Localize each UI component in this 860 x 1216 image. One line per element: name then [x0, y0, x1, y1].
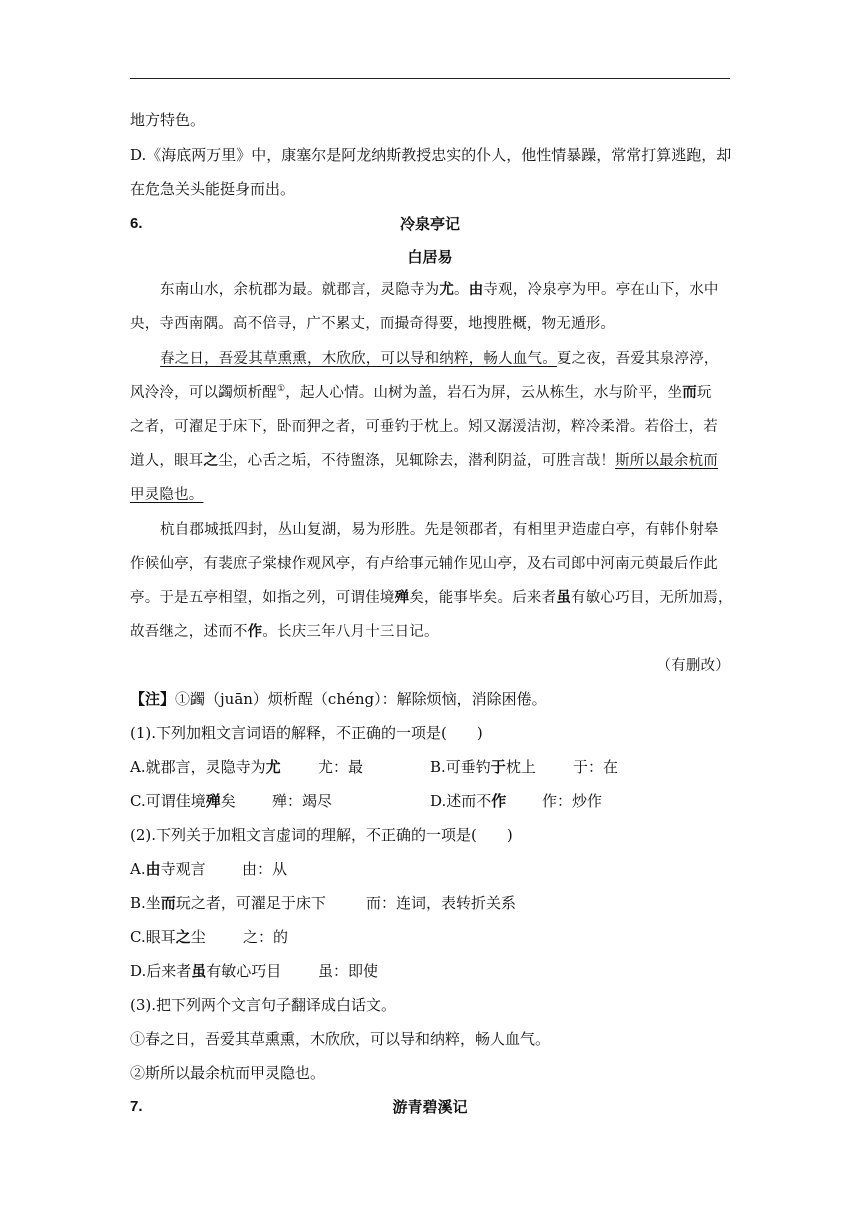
- annotation: 【注】①蠲（juān）烦析酲（chéng）：解除烦恼，消除困倦。: [130, 690, 547, 708]
- translation-sentence-2: ②斯所以最余杭而甲灵隐也。: [130, 1064, 326, 1082]
- subquestion-2-stem: (2).下列关于加粗文言虚词的理解，不正确的一项是( ): [130, 826, 513, 844]
- passage-line: 甲灵隐也。: [130, 487, 204, 503]
- passage-line: 风泠泠，可以蠲烦析酲①，起人心情。山树为盖，岩石为屏，云从栋生，水与阶平，坐而玩: [130, 384, 712, 401]
- passage-line: 道人，眼耳之尘，心舌之垢，不待盥涤，见辄除去，潜利阴益，可胜言哉！斯所以最余杭而: [130, 452, 719, 469]
- translation-sentence-1: ①春之日，吾爱其草熏熏，木欣欣，可以导和纳粹，畅人血气。: [130, 1030, 551, 1048]
- option-d: D.述而不作: [430, 792, 507, 810]
- option-b: B.可垂钓于枕上: [430, 758, 536, 776]
- footnote-marker: ①: [277, 384, 286, 395]
- passage-title: 游青碧溪记: [392, 1098, 468, 1116]
- option-c: C.眼耳之尘: [130, 928, 206, 946]
- option-a-gloss: 由：从: [242, 860, 288, 878]
- option-b-gloss: 于：在: [573, 758, 619, 776]
- question-number: 6.: [130, 215, 143, 232]
- header-rule: [130, 78, 730, 79]
- passage-line: 亭。于是五亭相望，如指之列，可谓佳境殚矣，能事毕矣。后来者虽有敏心巧目，无所加焉，: [130, 589, 733, 606]
- option-c: C.可谓佳境殚矣: [130, 792, 236, 810]
- option-b-gloss: 而：连词，表转折关系: [366, 894, 517, 912]
- passage-line: 央，寺西南隅。高不倍寻，广不累丈，而撮奇得要，地搜胜概，物无遁形。: [130, 316, 616, 332]
- option-b: B.坐而玩之者，可濯足于床下: [130, 894, 326, 912]
- passage-line: 之者，可濯足于床下，卧而狎之者，可垂钓于枕上。矧又潺湲洁沏，粹冷柔滑。若俗士，若: [130, 419, 718, 435]
- passage-title: 冷泉亭记: [399, 215, 460, 233]
- option-d-gloss: 虽：即使: [318, 962, 379, 980]
- passage-line: 作候仙亭，有裴庶子棠棣作观风亭，有卢给事元辅作见山亭，及右司郎中河南元萸最后作此: [130, 556, 718, 572]
- option-d-line: D.《海底两万里》中，康塞尔是阿龙纳斯教授忠实的仆人，他性情暴躁，常常打算逃跑，却: [130, 146, 732, 164]
- option-c-gloss: 殚：竭尽: [272, 792, 333, 810]
- underlined-sentence-2: 斯所以最余杭而: [615, 453, 719, 469]
- option-c-gloss: 之：的: [243, 928, 289, 946]
- underlined-sentence-1: 春之日，吾爱其草熏熏，木欣欣，可以导和纳粹，畅人血气。: [160, 351, 557, 367]
- subquestion-1-stem: (1).下列加粗文言词语的解释，不正确的一项是( ): [130, 724, 483, 742]
- question-number: 7.: [130, 1098, 143, 1115]
- option-a: A.就郡言，灵隐寺为尤: [130, 758, 281, 776]
- option-a: A.由寺观言: [130, 860, 206, 878]
- passage-author: 白居易: [407, 248, 453, 266]
- source-note: （有删改）: [656, 658, 730, 674]
- subquestion-3-stem: (3).把下列两个文言句子翻译成白话文。: [130, 996, 397, 1014]
- passage-line: 杭自郡城抵四封，丛山复湖，易为形胜。先是领郡者，有相里尹造虚白亭，有韩仆射皋: [160, 522, 719, 538]
- option-d: D.后来者虽有敏心巧目: [130, 962, 282, 980]
- option-d-line-cont: 在危急关头能挺身而出。: [130, 180, 296, 198]
- option-d-gloss: 作：炒作: [542, 792, 603, 810]
- passage-line: 东南山水，余杭郡为最。就郡言，灵隐寺为尤。由寺观，冷泉亭为甲。亭在山下，水中: [160, 281, 719, 298]
- option-a-gloss: 尤：最: [318, 758, 364, 776]
- passage-line: 春之日，吾爱其草熏熏，木欣欣，可以导和纳粹，畅人血气。夏之夜，吾爱其泉渟渟，: [160, 351, 719, 367]
- text-line: 地方特色。: [130, 111, 206, 129]
- passage-line: 故吾继之，述而不作。长庆三年八月十三日记。: [130, 623, 439, 640]
